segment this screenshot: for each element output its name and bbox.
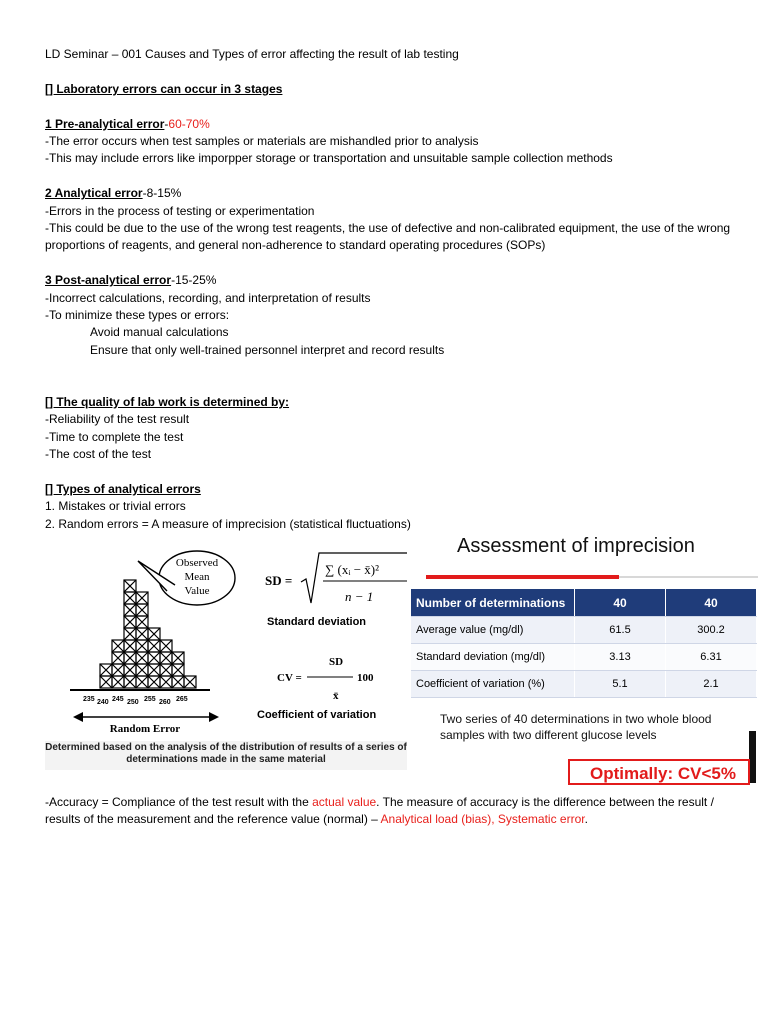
random-error-diagram: [45, 541, 407, 770]
figure-title: Assessment of imprecision: [457, 535, 695, 557]
stage-3-percent: 15-25%: [175, 273, 217, 288]
table-cell: 3.13: [575, 644, 666, 671]
table-cell: 300.2: [666, 617, 757, 644]
stage-1-line: -This may include errors like imporpper storage or transportation and unsuitable sample collection methods: [45, 151, 613, 166]
table-header-cell: Number of determinations: [411, 589, 575, 617]
table-header-row: [411, 589, 757, 617]
slide-edge: [749, 731, 756, 783]
stage-1-line: -The error occurs when test samples or materials are mishandled prior to analysis: [45, 134, 479, 148]
accuracy-text: -Accuracy = Compliance of the test result with the: [45, 795, 313, 809]
stage-1-title: 1 Pre-analytical error: [45, 116, 165, 131]
section-heading-quality: [] The quality of lab work is determined by:: [45, 395, 290, 410]
error-type-line: 2. Random errors = A measure of imprecision (statistical fluctuations): [45, 516, 411, 531]
table-row: [411, 617, 757, 644]
stage-3-sep: -: [171, 273, 176, 288]
table-cell: 2.1: [666, 671, 757, 698]
sd-caption: Standard deviation: [267, 616, 367, 628]
tick-label: 235: [83, 696, 95, 703]
cv-caption: Coefficient of variation: [257, 709, 377, 721]
figure-caption: Determined based on the analysis of the distribution of results of a series of determinations made in the same material: [45, 742, 407, 765]
stage-1-percent: 60-70%: [168, 116, 210, 131]
section-heading-stages: [] Laboratory errors can occur in 3 stages: [45, 81, 283, 96]
quality-line: -Time to complete the test: [45, 429, 184, 444]
table-cell: Standard deviation (mg/dl): [411, 644, 575, 671]
table-row: [411, 671, 757, 698]
tick-label: 255: [144, 696, 156, 703]
table-header-cell: 40: [575, 589, 666, 617]
stage-1-sep: -: [164, 116, 169, 131]
stage-3-title-line: [45, 272, 735, 289]
tick-label: 260: [159, 699, 171, 706]
figure-note: Two series of 40 determinations in two whole blood samples with two different glucose levels: [440, 712, 712, 742]
tick-label: 250: [127, 699, 139, 706]
table-cell: 6.31: [666, 644, 757, 671]
stage-2-sep: -: [142, 186, 147, 201]
table-cell: 61.5: [575, 617, 666, 644]
title-accent-bar: [426, 575, 619, 579]
imprecision-table: [411, 589, 757, 698]
section-heading-error-types: [] Types of analytical errors: [45, 482, 201, 497]
sd-numerator: ∑ (xᵢ − x̄)²: [325, 562, 380, 577]
table-cell: Coefficient of variation (%): [411, 671, 575, 698]
accuracy-highlight: actual value: [312, 795, 377, 809]
cv-denominator: x̄: [333, 690, 339, 702]
stage-3-line: -Incorrect calculations, recording, and interpretation of results: [45, 290, 371, 305]
bubble-line: Value: [184, 585, 210, 597]
tick-label: 265: [176, 696, 188, 703]
stage-3-line: -To minimize these types or errors:: [45, 308, 230, 323]
stage-3-indented-line: Ensure that only well-trained personnel interpret and record results: [90, 342, 445, 357]
table-header-cell: 40: [666, 589, 757, 617]
stage-2-title: 2 Analytical error: [45, 186, 143, 201]
stage-2-line: -Errors in the process of testing or experimentation: [45, 203, 315, 218]
optimal-cv-box: Optimally: CV<5%: [568, 759, 750, 785]
stage-2-title-line: [45, 185, 735, 202]
document-title: LD Seminar – 001 Causes and Types of error affecting the result of lab testing: [45, 47, 459, 61]
sd-label: SD =: [265, 573, 293, 588]
table-cell: 5.1: [575, 671, 666, 698]
imprecision-figure: [410, 533, 758, 787]
stage-3-title: 3 Post-analytical error: [45, 273, 172, 288]
accuracy-paragraph: [45, 794, 735, 829]
quality-line: -The cost of the test: [45, 447, 152, 462]
accuracy-highlight: Analytical load (bias), Systematic error: [380, 812, 585, 827]
random-error-figure: [45, 541, 407, 770]
axis-label: Random Error: [109, 723, 181, 735]
stage-2-line: -This could be due to the use of the wrong test reagents, the use of defective and non-calibrated equipment, the use of the wrong proportions of reagents, and general non-adherence to standard operating procedures (SOPs): [45, 221, 731, 253]
bubble-line: Observed: [175, 557, 219, 569]
stage-3-indented-line: Avoid manual calculations: [90, 325, 229, 340]
error-type-line: 1. Mistakes or trivial errors: [45, 499, 186, 514]
stage-1-title-line: [45, 116, 735, 133]
tick-label: 245: [112, 696, 124, 703]
cv-factor: 100: [357, 672, 374, 684]
document-body: [45, 46, 735, 533]
tick-label: 240: [97, 699, 109, 706]
stage-2-percent: 8-15%: [146, 186, 182, 201]
accuracy-text: .: [584, 812, 588, 827]
cv-numerator: SD: [329, 656, 344, 668]
table-cell: Average value (mg/dl): [411, 617, 575, 644]
table-row: [411, 644, 757, 671]
sd-denominator: n − 1: [345, 589, 374, 604]
quality-line: -Reliability of the test result: [45, 412, 190, 427]
title-divider: [619, 576, 758, 578]
accuracy-text: . The measure of accuracy is the difference between the result / results of the measurement and the reference value (normal) –: [45, 795, 714, 827]
bubble-line: Mean: [184, 571, 210, 583]
cv-label: CV =: [277, 672, 302, 684]
